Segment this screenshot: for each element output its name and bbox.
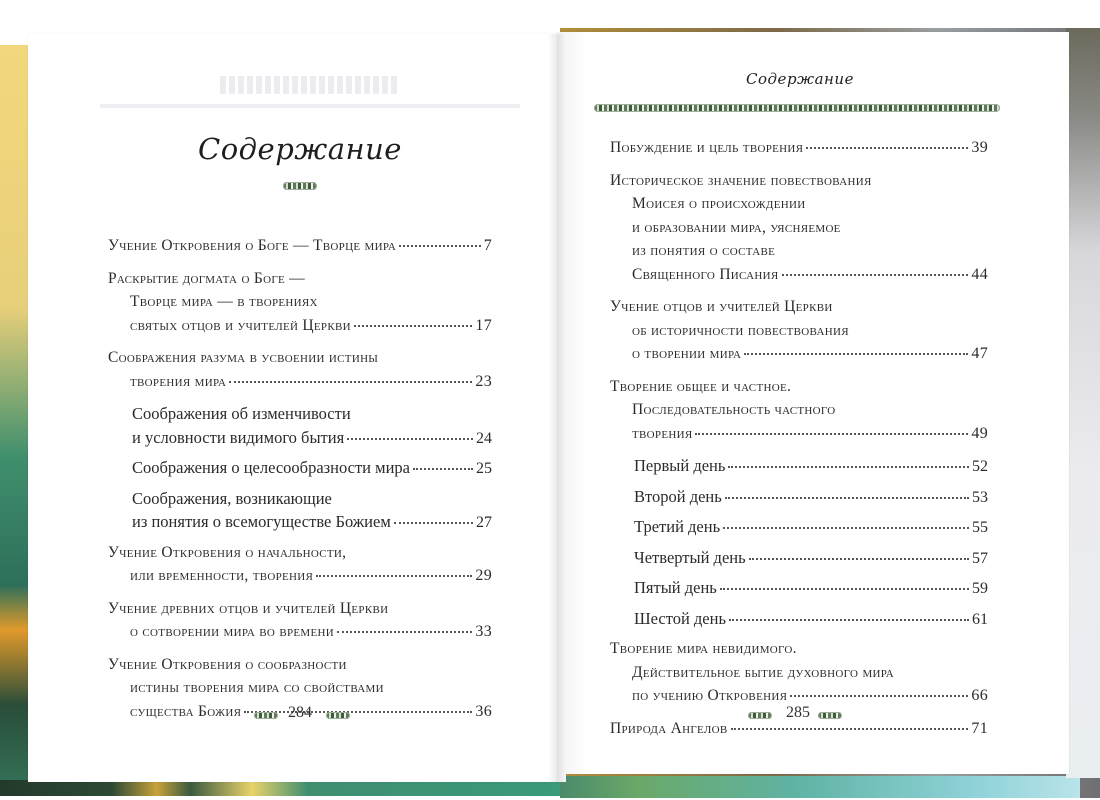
toc-page-number: 27 <box>476 514 492 531</box>
toc-page-number: 25 <box>476 460 492 477</box>
toc-entry-line <box>108 314 492 338</box>
toc-entry-line <box>108 426 492 451</box>
toc-page-number: 33 <box>475 623 492 640</box>
toc-entry-line <box>610 661 988 685</box>
toc-entry-line <box>610 239 988 263</box>
toc-entry-line <box>610 136 988 160</box>
toc-entry[interactable] <box>610 295 988 366</box>
toc-entry-line <box>610 515 988 540</box>
toc-entry[interactable] <box>610 136 988 160</box>
toc-entry[interactable] <box>610 637 988 708</box>
toc-page-number: 23 <box>475 372 492 390</box>
toc-entry[interactable] <box>108 234 492 258</box>
toc-entry-title: Побуждение и цель творения <box>610 139 804 156</box>
toc-entry-line <box>108 541 492 565</box>
dot-leader <box>729 609 969 621</box>
toc-entry[interactable] <box>108 267 492 338</box>
toc-entry-line <box>610 454 988 479</box>
toc-entry-title: из понятия о всемогуществе Божием <box>132 512 391 531</box>
toc-entry-title: об историчности повествования <box>632 321 849 339</box>
knot-ornament-icon <box>283 182 317 190</box>
toc-entry-title: Учение Откровения о сообразности <box>108 655 347 673</box>
toc-entry-line <box>610 169 988 193</box>
toc-page-number: 61 <box>972 610 988 628</box>
toc-entry-line <box>108 456 492 481</box>
page-number: 285 <box>786 704 810 721</box>
toc-entry-title: Моисея о происхождении <box>632 195 806 212</box>
toc-entry-line <box>610 637 988 661</box>
toc-entry[interactable] <box>610 454 988 479</box>
toc-entry[interactable] <box>610 169 988 287</box>
toc-page-number: 57 <box>972 549 988 567</box>
toc-entry-title: Творение мира невидимого. <box>610 640 797 657</box>
toc-page-number: 59 <box>972 580 988 597</box>
running-head: Содержание <box>746 70 854 88</box>
toc-entry-line <box>610 342 988 366</box>
toc-entry-line <box>108 564 492 588</box>
toc-page-number: 7 <box>483 237 492 254</box>
toc-entry-line <box>108 346 492 370</box>
toc-entry-line <box>108 267 492 291</box>
toc-entry-line <box>108 676 492 700</box>
dot-leader <box>394 512 473 524</box>
toc-entry-title: Первый день <box>634 456 726 475</box>
toc-entry-title: о творении мира <box>632 345 742 362</box>
toc-entry-title: Соображения о целесообразности мира <box>132 458 410 477</box>
toc-page-number: 24 <box>476 429 492 447</box>
dot-leader <box>316 565 472 577</box>
dot-leader <box>354 315 473 327</box>
toc-entry-title: по учению Откровения <box>632 687 788 704</box>
toc-entry-line <box>610 485 988 510</box>
dot-leader <box>728 456 969 468</box>
dot-leader <box>244 701 472 713</box>
toc-entry-line <box>108 597 492 621</box>
toc-entry-line <box>610 263 988 287</box>
toc-entry-line <box>610 319 988 343</box>
knot-border-ornament-icon <box>594 104 1000 112</box>
dot-leader <box>749 548 969 560</box>
dot-leader <box>725 487 969 499</box>
toc-list-right <box>610 136 988 749</box>
toc-entry-title: Пятый день <box>634 578 717 597</box>
knot-ornament-icon <box>326 712 350 719</box>
toc-entry[interactable] <box>108 487 492 535</box>
page-number: 284 <box>288 704 312 721</box>
toc-entry-title: святых отцов и учителей Церкви <box>130 316 351 334</box>
toc-entry[interactable] <box>610 485 988 510</box>
toc-entry-line <box>610 192 988 216</box>
knot-ornament-icon <box>254 712 278 719</box>
toc-entry-title: творения <box>632 424 693 442</box>
bleed-through-running-head <box>220 76 400 94</box>
toc-entry-title: Историческое значение повествования <box>610 171 872 189</box>
toc-entry-title: Действительное бытие духовного мира <box>632 663 895 681</box>
toc-entry-title: существа Божия <box>130 702 242 720</box>
toc-page-number: 17 <box>475 316 492 334</box>
toc-page-number: 53 <box>972 488 988 506</box>
toc-page-number: 66 <box>971 687 988 704</box>
toc-entry-title: Раскрытие догмата о Боге — <box>108 269 305 287</box>
toc-entry-line <box>610 546 988 571</box>
toc-entry[interactable] <box>108 456 492 481</box>
toc-entry-line <box>610 576 988 601</box>
dot-leader <box>806 137 968 149</box>
dot-leader <box>782 264 969 276</box>
dot-leader <box>413 458 473 470</box>
toc-entry-line <box>610 375 988 399</box>
toc-entry-line <box>108 510 492 535</box>
toc-entry-title: и образовании мира, уясняемое <box>632 218 841 236</box>
dot-leader <box>790 685 968 697</box>
toc-entry-title: Творце мира — в творениях <box>130 293 318 310</box>
toc-entry-title: Учение древних отцов и учителей Церкви <box>108 599 389 617</box>
toc-entry-title: о сотворении мира во времени <box>130 623 335 640</box>
dot-leader <box>731 718 969 730</box>
dot-leader <box>723 517 969 529</box>
toc-entry-title: Последовательность частного <box>632 401 836 418</box>
toc-page-number: 71 <box>971 719 988 737</box>
toc-entry-line <box>610 216 988 240</box>
toc-entry[interactable] <box>108 541 492 588</box>
dot-leader <box>347 428 473 440</box>
toc-entry-line <box>108 402 492 426</box>
toc-entry-line <box>108 620 492 644</box>
dot-leader <box>337 621 472 633</box>
toc-page-number: 47 <box>971 345 988 362</box>
book-gutter <box>548 34 566 782</box>
toc-entry-title: Четвертый день <box>634 547 746 567</box>
toc-entry-line <box>610 607 988 632</box>
knot-ornament-icon <box>818 712 842 719</box>
toc-entry-title: творения мира <box>130 372 227 390</box>
toc-entry-line <box>108 290 492 314</box>
toc-entry-title: Соображения, возникающие <box>132 488 332 508</box>
toc-page-number: 49 <box>971 424 988 442</box>
toc-entry[interactable] <box>610 515 988 540</box>
toc-page-number: 39 <box>971 139 988 156</box>
toc-entry-line <box>108 487 492 511</box>
toc-entry-title: Шестой день <box>634 608 726 628</box>
toc-entry-title: или временности, творения <box>130 567 314 584</box>
dot-leader <box>744 343 968 355</box>
toc-entry-title: Третий день <box>634 517 721 536</box>
dot-leader <box>229 371 472 383</box>
toc-entry[interactable] <box>108 402 492 450</box>
toc-entry[interactable] <box>108 346 492 393</box>
dot-leader <box>399 235 481 247</box>
toc-list-left <box>108 234 492 732</box>
toc-entry-title: Второй день <box>634 486 722 506</box>
dot-leader <box>720 578 969 590</box>
toc-entry-title: и условности видимого бытия <box>132 427 345 447</box>
bleed-through-rule <box>100 104 520 108</box>
toc-entry-title: Учение отцов и учителей Церкви <box>610 298 833 315</box>
toc-entry-line <box>108 234 492 258</box>
toc-entry-title: Соображения разума в усвоении истины <box>108 349 379 366</box>
toc-entry[interactable] <box>610 607 988 632</box>
toc-entry-line <box>108 370 492 394</box>
toc-entry-title: истины творения мира со свойствами <box>130 679 384 696</box>
toc-page-number: 36 <box>475 702 492 720</box>
toc-entry-line <box>610 422 988 446</box>
toc-entry-line <box>610 295 988 319</box>
toc-entry-title: Учение Откровения о Боге — Творце мира <box>108 237 397 254</box>
book-cover-left-edge <box>0 780 560 796</box>
book-cover-right-edge <box>560 776 1080 798</box>
toc-entry-line <box>610 398 988 422</box>
toc-entry-title: из понятия о составе <box>632 242 776 259</box>
toc-entry-title: Священного Писания <box>632 265 779 283</box>
knot-ornament-icon <box>748 712 772 719</box>
toc-page-number: 29 <box>475 567 492 584</box>
toc-page-number: 44 <box>971 265 988 283</box>
toc-entry-line <box>108 653 492 677</box>
toc-entry[interactable] <box>610 546 988 571</box>
book-cover-right-side <box>1066 28 1100 778</box>
toc-entry[interactable] <box>610 576 988 601</box>
toc-entry[interactable] <box>610 375 988 446</box>
toc-entry-title: Учение Откровения о начальности, <box>108 543 347 561</box>
toc-entry[interactable] <box>108 597 492 644</box>
toc-entry-title: Творение общее и частное. <box>610 377 792 395</box>
toc-page-number: 52 <box>972 458 988 475</box>
page-title: Содержание <box>198 132 402 166</box>
toc-page-number: 55 <box>972 519 988 536</box>
toc-entry-title: Природа Ангелов <box>610 719 728 737</box>
toc-entry-title: Соображения об изменчивости <box>132 404 351 423</box>
dot-leader <box>695 423 968 435</box>
